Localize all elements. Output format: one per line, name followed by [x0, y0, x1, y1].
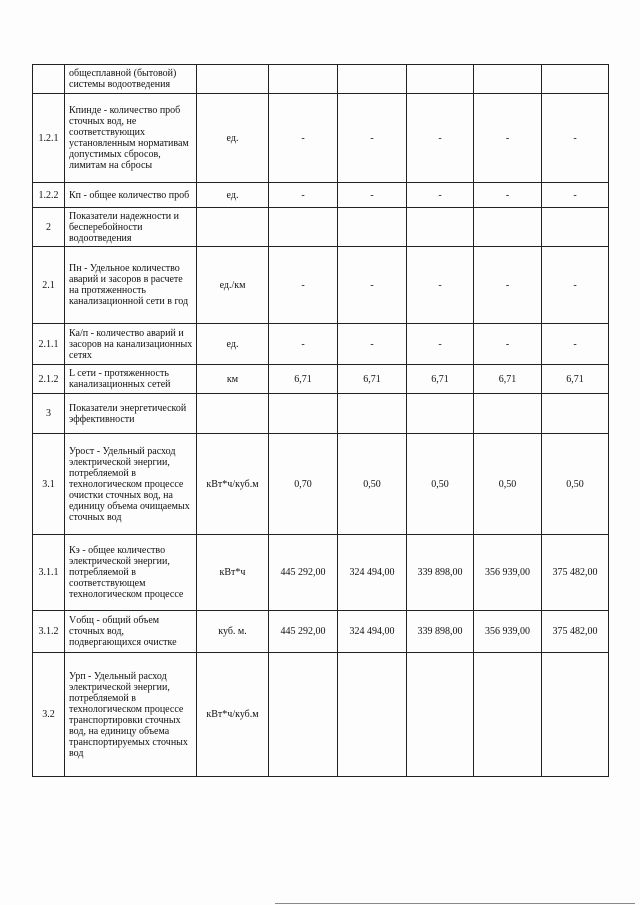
unit-cell	[197, 208, 269, 247]
value-cell: 324 494,00	[338, 611, 407, 653]
indicator-name: Кпинде - количество проб сточных вод, не соответствующих установленным нормативам допустимых сбросов, лимитам на сбросы	[65, 94, 197, 183]
unit-cell: куб. м.	[197, 611, 269, 653]
table-row	[33, 653, 609, 777]
indicator-name: Показатели энергетической эффективности	[65, 394, 197, 434]
value-cell: 0,50	[407, 434, 474, 535]
row-number	[33, 65, 65, 94]
value-cell: -	[338, 247, 407, 324]
value-cell: -	[474, 247, 542, 324]
value-cell: -	[407, 324, 474, 365]
value-cell: -	[542, 94, 609, 183]
value-cell: -	[338, 324, 407, 365]
table-row	[33, 535, 609, 611]
row-number: 3.1.2	[33, 611, 65, 653]
value-cell	[269, 653, 338, 777]
indicator-name: общесплавной (бытовой) системы водоотведения	[65, 65, 197, 94]
value-cell	[474, 65, 542, 94]
value-cell: 356 939,00	[474, 611, 542, 653]
value-cell: 6,71	[269, 365, 338, 394]
value-cell	[338, 394, 407, 434]
value-cell: 356 939,00	[474, 535, 542, 611]
row-number: 1.2.1	[33, 94, 65, 183]
unit-cell: кВт*ч/куб.м	[197, 434, 269, 535]
table-row	[33, 183, 609, 208]
value-cell	[542, 208, 609, 247]
table-row	[33, 394, 609, 434]
row-number: 3.1.1	[33, 535, 65, 611]
value-cell: 0,50	[338, 434, 407, 535]
row-number: 2.1	[33, 247, 65, 324]
value-cell	[269, 394, 338, 434]
indicator-name: Кп - общее количество проб	[65, 183, 197, 208]
unit-cell: кВт*ч	[197, 535, 269, 611]
table-row	[33, 434, 609, 535]
unit-cell: ед./км	[197, 247, 269, 324]
value-cell: -	[542, 247, 609, 324]
value-cell	[269, 65, 338, 94]
value-cell	[338, 208, 407, 247]
value-cell: 445 292,00	[269, 535, 338, 611]
value-cell	[542, 394, 609, 434]
value-cell: 6,71	[474, 365, 542, 394]
value-cell	[474, 653, 542, 777]
value-cell	[542, 65, 609, 94]
value-cell: 0,50	[542, 434, 609, 535]
value-cell: -	[407, 247, 474, 324]
value-cell	[474, 208, 542, 247]
value-cell: 6,71	[542, 365, 609, 394]
value-cell	[269, 208, 338, 247]
value-cell: -	[474, 183, 542, 208]
unit-cell: ед.	[197, 183, 269, 208]
unit-cell	[197, 394, 269, 434]
indicator-name: Показатели надежности и бесперебойности водоотведения	[65, 208, 197, 247]
indicator-name: L сети - протяженность канализационных сетей	[65, 365, 197, 394]
row-number: 1.2.2	[33, 183, 65, 208]
row-number: 3.2	[33, 653, 65, 777]
unit-cell: ед.	[197, 324, 269, 365]
scan-edge-line	[275, 903, 635, 904]
table-body	[33, 65, 609, 777]
row-number: 2.1.1	[33, 324, 65, 365]
indicator-name: Урп - Удельный расход электрической энергии, потребляемой в технологическом процессе транспортировки сточных вод, на единицу объема транспортируемых сточных вод	[65, 653, 197, 777]
value-cell: -	[407, 183, 474, 208]
table-row	[33, 208, 609, 247]
value-cell	[338, 65, 407, 94]
indicators-table	[32, 64, 609, 777]
value-cell: 6,71	[338, 365, 407, 394]
indicator-name: Урост - Удельный расход электрической энергии, потребляемой в технологическом процессе очистки сточных вод, на единицу объема очищаемых сточных вод	[65, 434, 197, 535]
table-row	[33, 94, 609, 183]
value-cell	[407, 208, 474, 247]
row-number: 2	[33, 208, 65, 247]
value-cell: 324 494,00	[338, 535, 407, 611]
value-cell: -	[542, 324, 609, 365]
value-cell: 0,70	[269, 434, 338, 535]
value-cell: -	[338, 94, 407, 183]
table-row	[33, 611, 609, 653]
unit-cell: кВт*ч/куб.м	[197, 653, 269, 777]
value-cell: -	[269, 183, 338, 208]
table-row	[33, 247, 609, 324]
indicator-name: Кэ - общее количество электрической энергии, потребляемой в соответствующем технологическом процессе	[65, 535, 197, 611]
value-cell: 0,50	[474, 434, 542, 535]
unit-cell	[197, 65, 269, 94]
unit-cell: ед.	[197, 94, 269, 183]
value-cell: -	[474, 324, 542, 365]
table-row	[33, 365, 609, 394]
value-cell	[407, 394, 474, 434]
table-row	[33, 324, 609, 365]
row-number: 2.1.2	[33, 365, 65, 394]
value-cell: 339 898,00	[407, 535, 474, 611]
value-cell: -	[269, 324, 338, 365]
value-cell: -	[474, 94, 542, 183]
value-cell: 375 482,00	[542, 611, 609, 653]
value-cell	[542, 653, 609, 777]
value-cell: 445 292,00	[269, 611, 338, 653]
value-cell: 339 898,00	[407, 611, 474, 653]
value-cell: -	[542, 183, 609, 208]
indicator-name: Vобщ - общий объем сточных вод, подвергающихся очистке	[65, 611, 197, 653]
value-cell: 375 482,00	[542, 535, 609, 611]
value-cell: -	[269, 247, 338, 324]
row-number: 3	[33, 394, 65, 434]
table-row	[33, 65, 609, 94]
value-cell	[407, 65, 474, 94]
value-cell: -	[407, 94, 474, 183]
value-cell	[407, 653, 474, 777]
value-cell: 6,71	[407, 365, 474, 394]
indicator-name: Ка/п - количество аварий и засоров на канализационных сетях	[65, 324, 197, 365]
unit-cell: км	[197, 365, 269, 394]
value-cell: -	[269, 94, 338, 183]
row-number: 3.1	[33, 434, 65, 535]
value-cell	[338, 653, 407, 777]
value-cell	[474, 394, 542, 434]
value-cell: -	[338, 183, 407, 208]
indicator-name: Пн - Удельное количество аварий и засоров в расчете на протяженность канализационной сети в год	[65, 247, 197, 324]
